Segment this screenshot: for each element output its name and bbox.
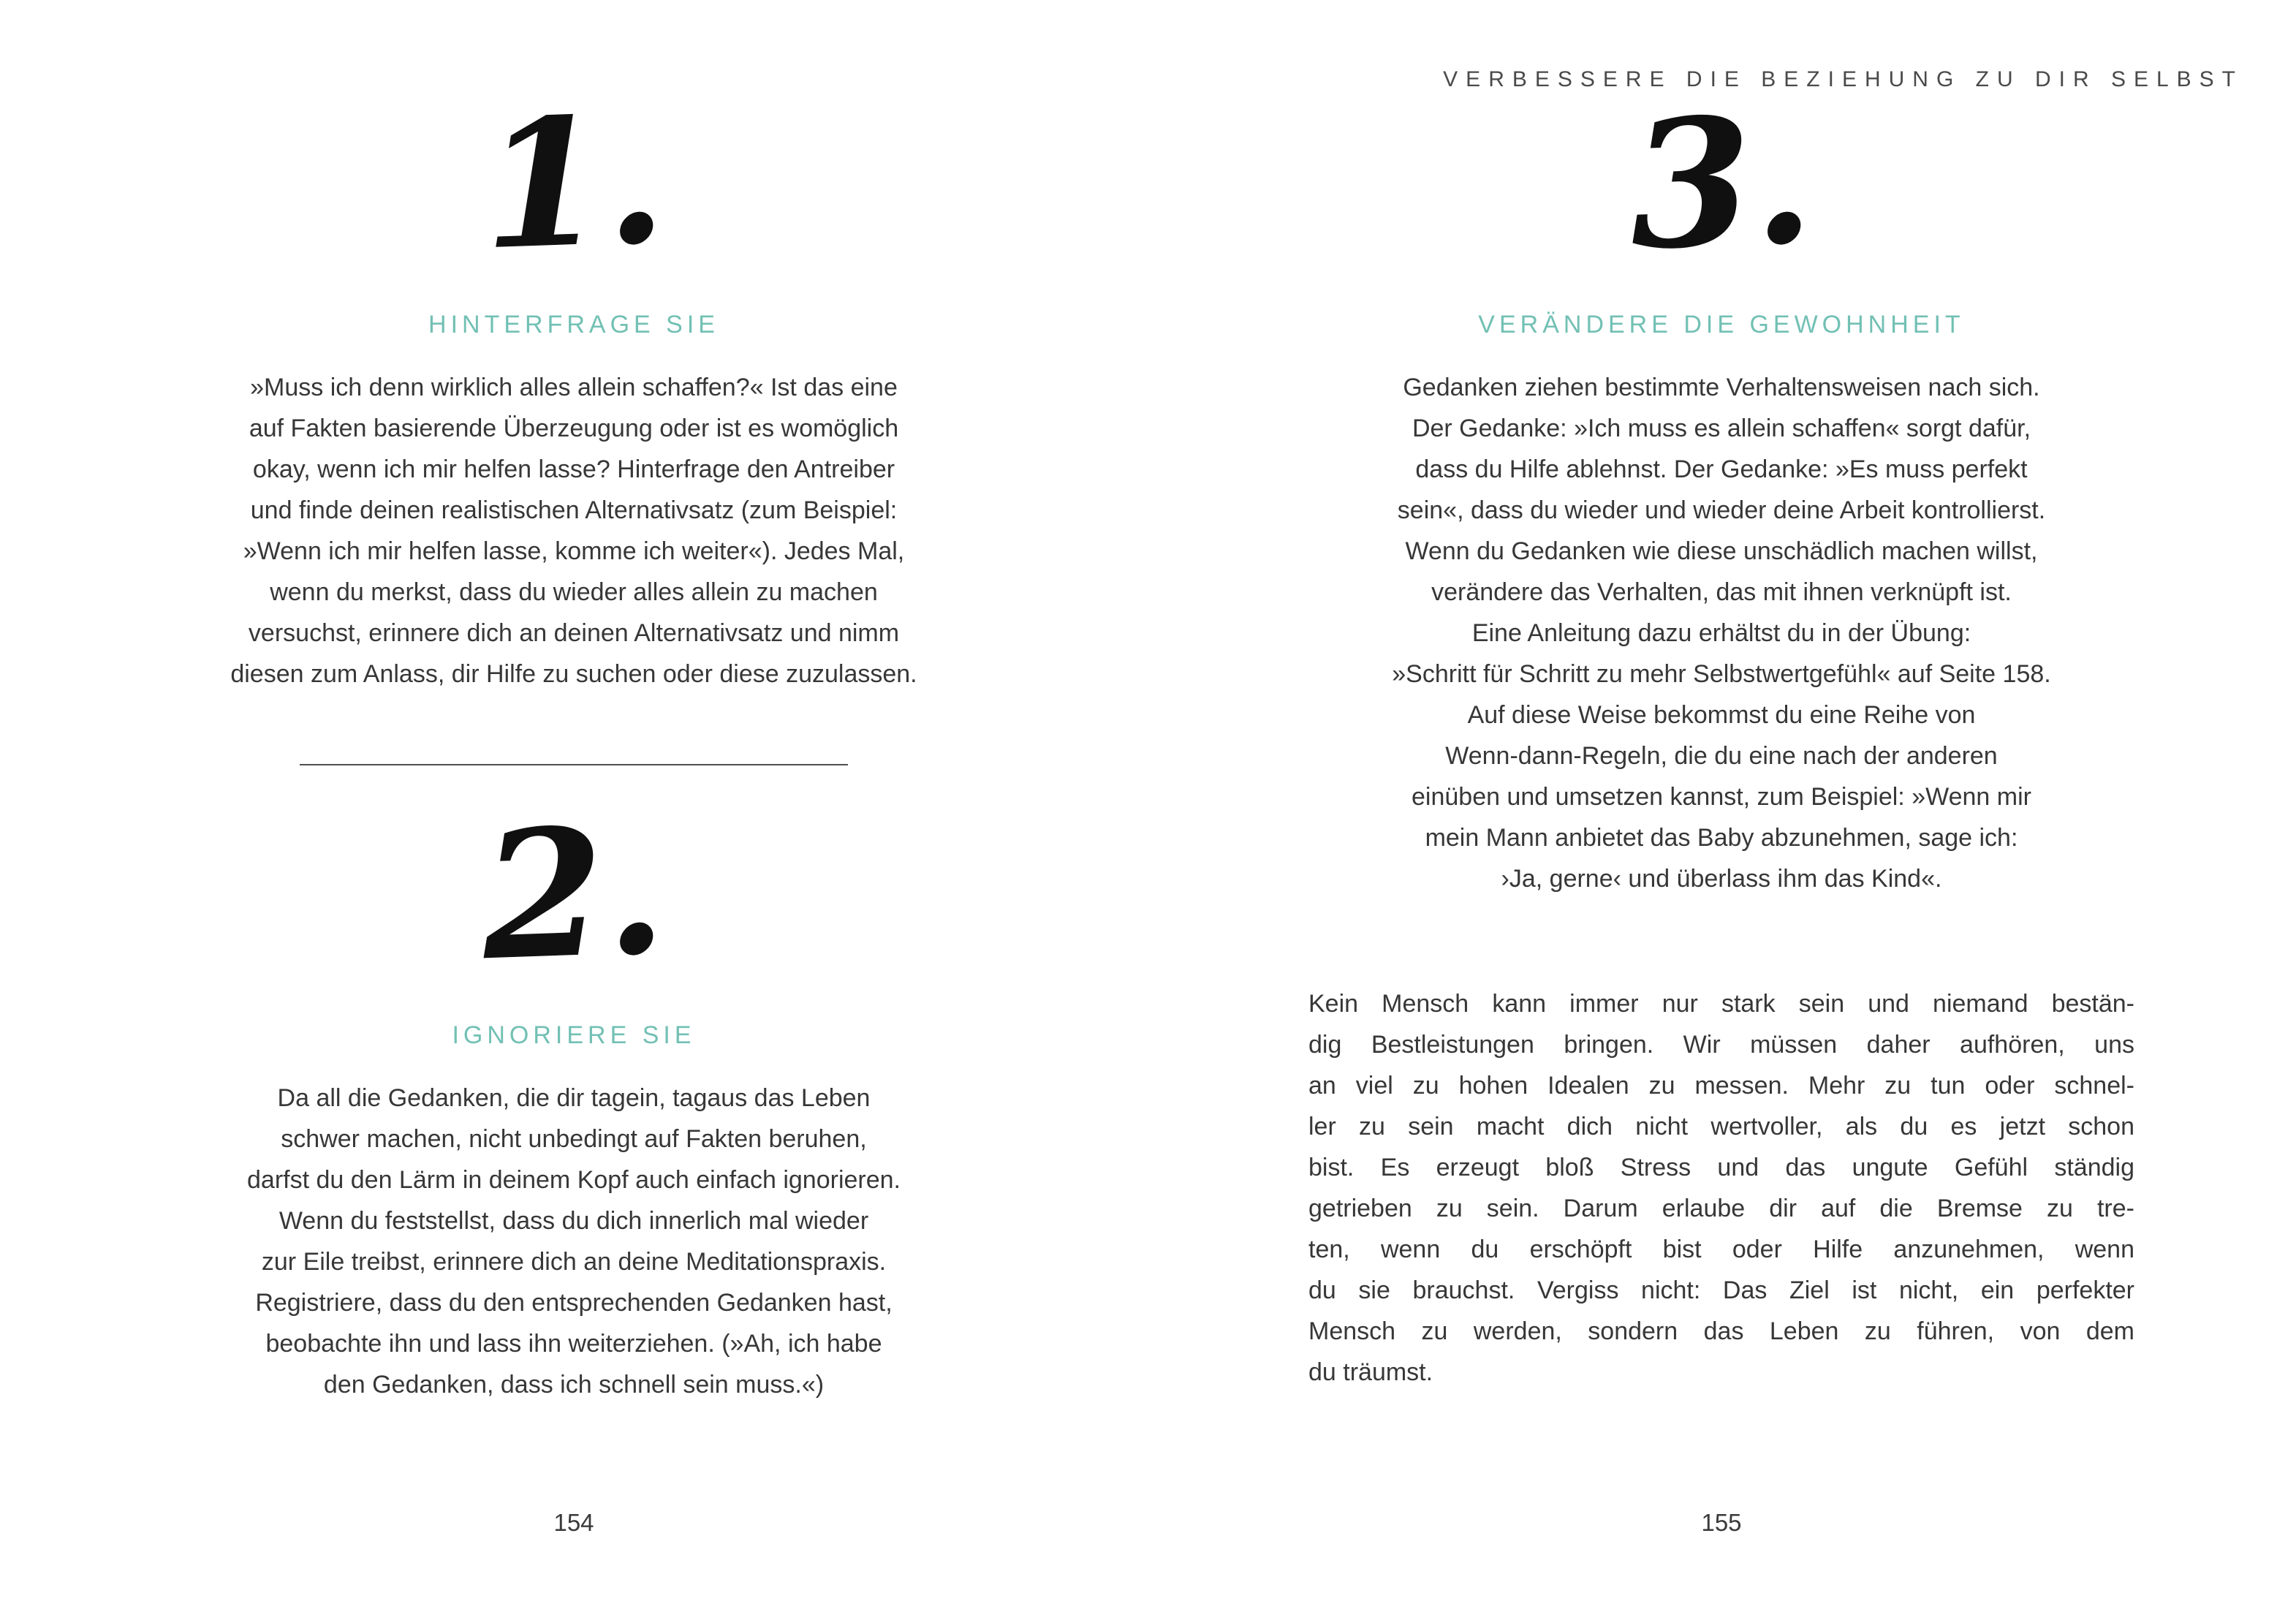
section-body-ignoriere: Da all die Gedanken, die dir tagein, tagaus das Leben schwer machen, nicht unbedingt auf Fakten beruhen, darfst du den Lärm in deinem Kopf auch einfach ignorieren. Wenn du feststellst, dass du dich innerlich mal wieder zur Eile treibst, erinnere dich an deine Meditationspraxis. Registriere, dass du den entsprechenden Gedanken hast, beobachte ihn und lass ihn weiterziehen. (»Ah, ich habe den Gedanken, dass ich schnell sein muss.«) — [247, 1084, 901, 1399]
section-body-veraendere: Gedanken ziehen bestimmte Verhaltensweisen nach sich. Der Gedanke: »Ich muss es allein schaffen« sorgt dafür, dass du Hilfe ablehnst. Der Gedanke: »Es muss perfekt sein«, dass du wieder und wieder deine Arbeit kontrollierst. Wenn du Gedanken wie diese unschädlich machen willst, verändere das Verhalten, das mit ihnen verknüpft ist. Eine Anleitung dazu erhältst du in der Übung: »Schritt für Schritt zu mehr Selbstwertgefühl« auf Seite 158. Auf diese Weise bekommst du eine Reihe von Wenn-dann-Regeln, die du eine nach der anderen einüben und umsetzen kannst, zum Beispiel: »Wenn mir mein Mann anbietet das Baby abzunehmen, sage ich: ›Ja, gerne‹ und überlass ihm das Kind«. — [1392, 374, 2051, 893]
section-body-hinterfrage: »Muss ich denn wirklich alles allein schaffen?« Ist das eine auf Fakten basierende Überzeugung oder ist es womöglich okay, wenn ich mir helfen lasse? Hinterfrage den Antreiber und finde deinen realistischen Alternativsatz (zum Beispiel: »Wenn ich mir helfen lasse, komme ich weiter«). Jedes Mal, wenn du merkst, dass du wieder alles allein zu machen versuchst, erinnere dich an deinen Alternativsatz und nimm diesen zum Anlass, dir Hilfe zu suchen oder diese zuzulassen. — [230, 374, 917, 688]
page-right — [1148, 0, 2295, 1623]
section-hinterfrage — [161, 76, 987, 695]
section-heading-hinterfrage: HINTERFRAGE SIE — [428, 311, 719, 338]
section-numeral-3: 3. — [1626, 76, 1817, 290]
section-heading-veraendere: VERÄNDERE DIE GEWOHNHEIT — [1478, 311, 1965, 338]
section-ignoriere — [161, 787, 987, 1405]
running-header: VERBESSERE DIE BEZIEHUNG ZU DIR SELBST — [1443, 67, 2243, 91]
closing-paragraph: Kein Mensch kann immer nur stark sein und niemand bestän- dig Bestleistungen bringen. Wir müssen daher aufhören, uns an viel zu hohen Idealen zu messen. Mehr zu tun oder schnel- ler zu sein macht dich nicht wertvoller, als du es jetzt schon bist. Es erzeugt bloß Stress und das ungute Gefühl ständig getrieben zu sein. Darum erlaube dir auf die Bremse zu tre- ten, wenn du erschöpft bist oder Hilfe anzunehmen, wenn du sie brauchst. Vergiss nicht: Das Ziel ist nicht, ein perfekter Mensch zu werden, sondern das Leben zu führen, von dem du träumst. — [1308, 990, 2134, 1386]
page-number-left: 154 — [553, 1509, 594, 1536]
page-number-right: 155 — [1701, 1509, 1742, 1536]
page-left-content — [161, 76, 987, 1405]
section-heading-ignoriere: IGNORIERE SIE — [452, 1021, 696, 1049]
section-numeral-2: 2. — [478, 787, 670, 1000]
section-numeral-1: 1. — [478, 76, 670, 290]
section-divider — [300, 764, 848, 765]
